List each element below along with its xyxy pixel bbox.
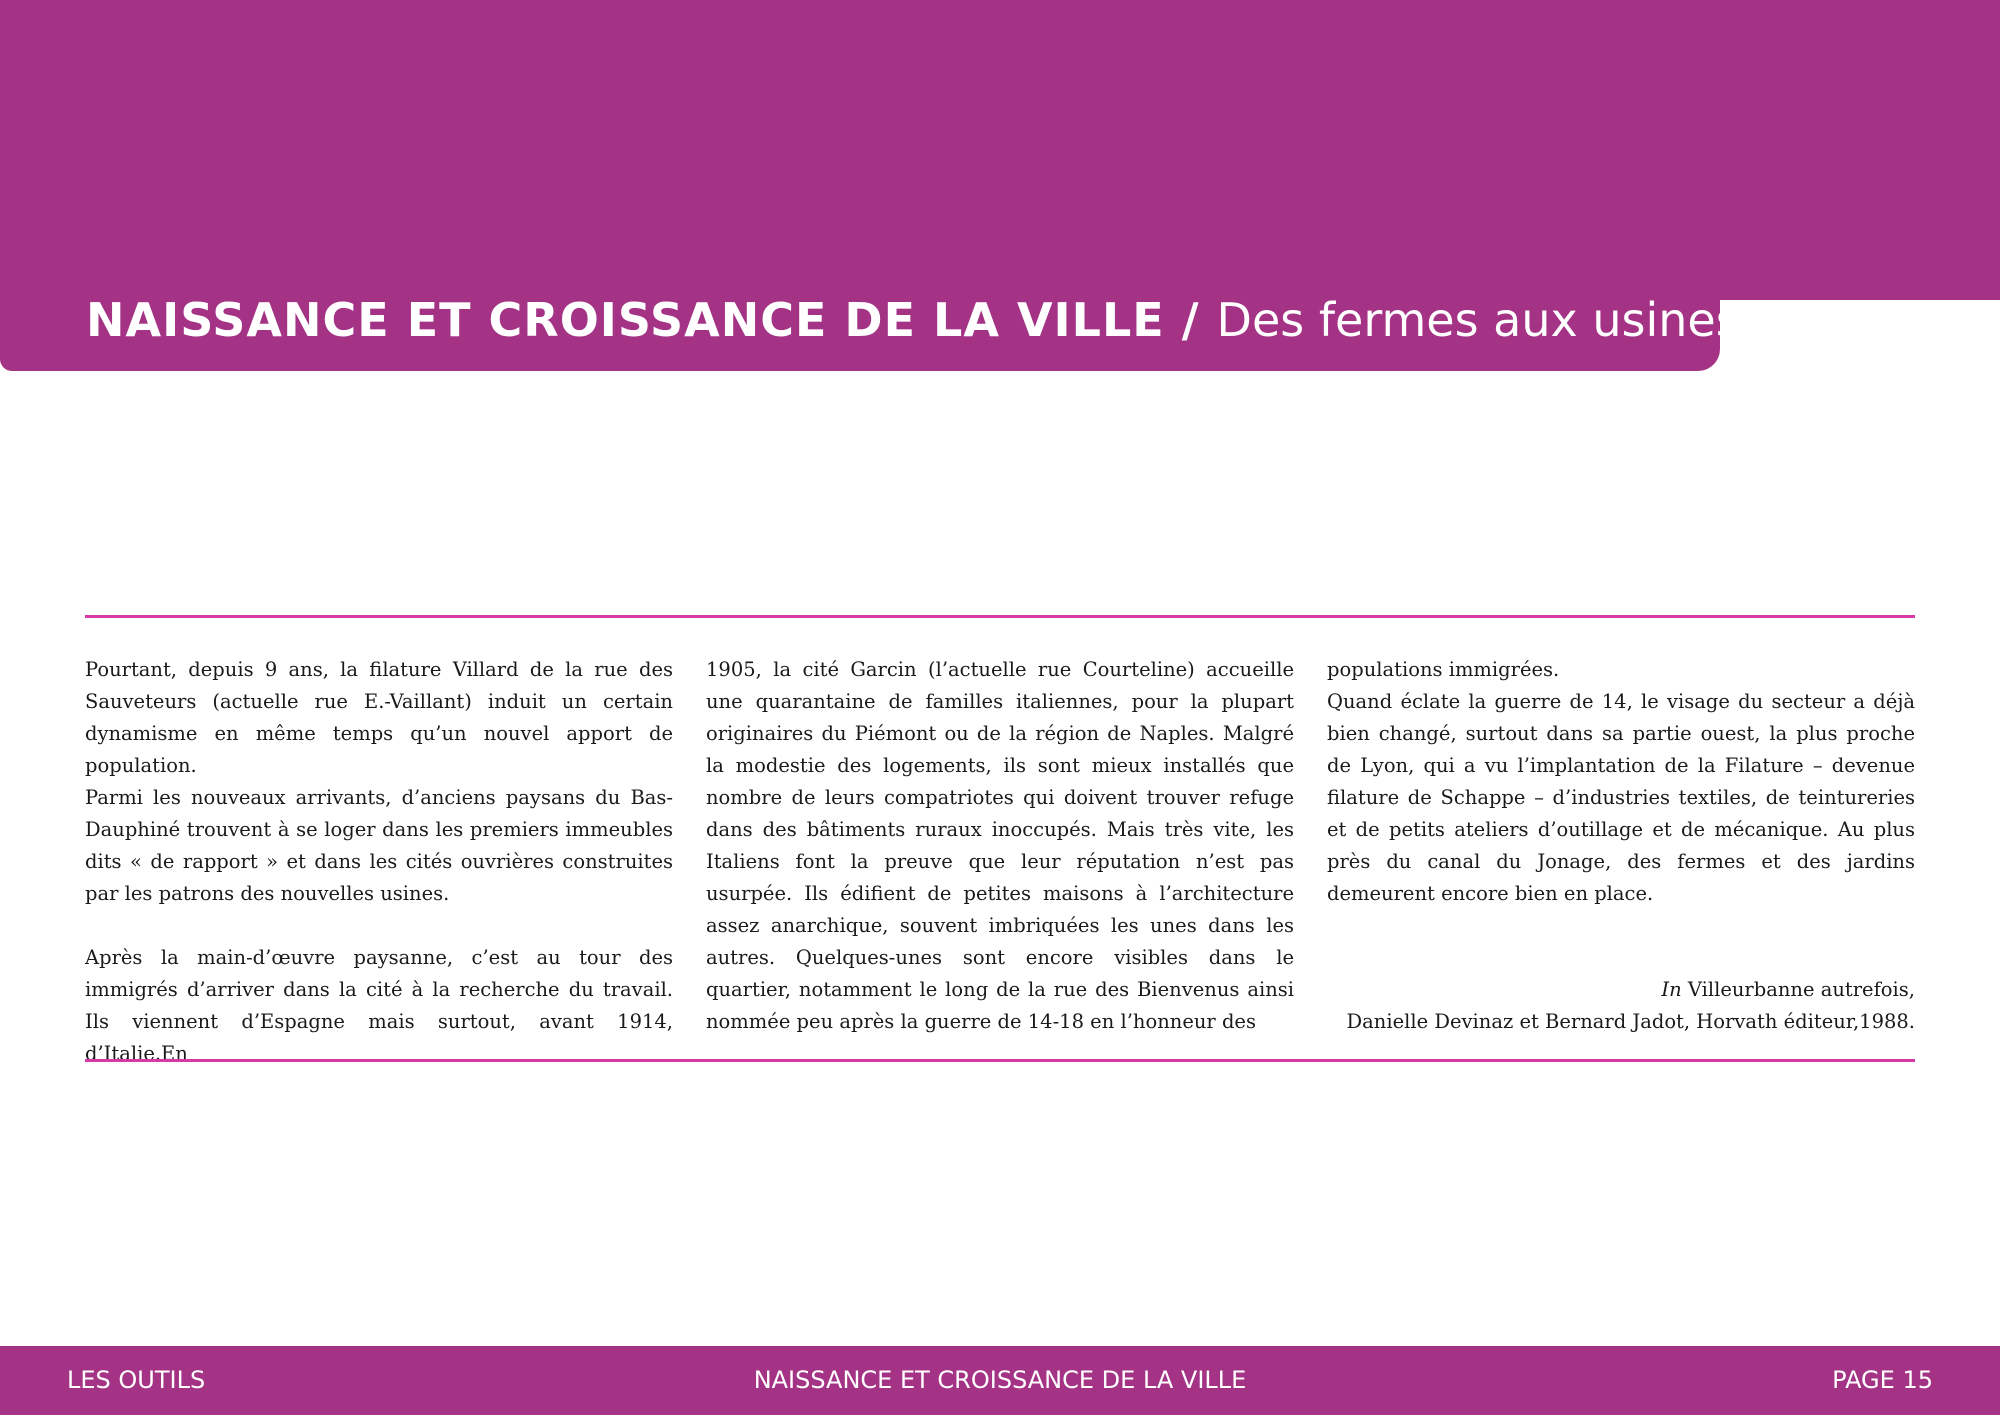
header-band — [0, 0, 2000, 300]
page-title-subtitle: Des fermes aux usines — [1216, 293, 1740, 347]
text-column-1 — [85, 654, 673, 1070]
citation-italic: In — [1661, 978, 1682, 1001]
paragraph: 1905, la cité Garcin (l’actuelle rue Courteline) accueille une quarantaine de familles italiennes, pour la plupart originaires du Piémont ou de la région de Naples. Malgré la modestie des logements, ils sont mieux installés que nombre de leurs compatriotes qui doivent trouver refuge dans des bâtiments ruraux inoccupés. Mais très vite, les Italiens font la preuve que leur réputation n’est pas usurpée. Ils édifient de petites maisons à l’architecture assez anarchique, souvent imbriquées les unes dans les autres. Quelques-unes sont encore visibles dans le quartier, notamment le long de la rue des Bienvenus ainsi nommée peu après la guerre de 14-18 en l’honneur des — [706, 658, 1294, 1033]
paragraph: Après la main-d’œuvre paysanne, c’est au tour des immigrés d’arriver dans la cité à la recherche du travail. Ils viennent d’Espagne mais surtout, avant 1914, d’Italie.En — [85, 946, 673, 1065]
top-divider — [85, 615, 1915, 618]
citation-source-title: Villeurbanne autrefois, — [1687, 978, 1915, 1001]
page-title-main: NAISSANCE ET CROISSANCE DE LA VILLE / — [86, 293, 1200, 347]
paragraph: Parmi les nouveaux arrivants, d’anciens paysans du Bas-Dauphiné trouvent à se loger dans les premiers immeubles dits « de rapport » et dans les cités ouvrières construites par les patrons des nouvelles usines. — [85, 786, 673, 905]
footer-page-number: PAGE 15 — [1832, 1366, 1933, 1394]
citation — [1327, 974, 1915, 1038]
text-column-2 — [706, 654, 1294, 1038]
paragraph: populations immigrées. — [1327, 658, 1560, 681]
footer-section-label: LES OUTILS — [67, 1366, 206, 1394]
paragraph: Pourtant, depuis 9 ans, la filature Villard de la rue des Sauveteurs (actuelle rue E.-Vaillant) induit un certain dynamisme en même temps qu’un nouvel apport de population. — [85, 658, 673, 777]
paragraph: Quand éclate la guerre de 14, le visage du secteur a déjà bien changé, surtout dans sa partie ouest, la plus proche de Lyon, qui a vu l’implantation de la Filature – devenue filature de Schappe – d’industries textiles, de teintureries et de petits ateliers d’outillage et de mécanique. Au plus près du canal du Jonage, des fermes et des jardins demeurent encore bien en place. — [1327, 690, 1915, 905]
citation-line-2: Danielle Devinaz et Bernard Jadot, Horvath éditeur,1988. — [1346, 1010, 1915, 1033]
bottom-divider — [85, 1059, 1915, 1062]
footer-chapter-title: NAISSANCE ET CROISSANCE DE LA VILLE — [753, 1366, 1247, 1394]
page-title — [86, 290, 1740, 350]
footer-bar — [0, 1346, 2000, 1415]
citation-line-1 — [1327, 974, 1915, 1006]
text-column-3 — [1327, 654, 1915, 1038]
